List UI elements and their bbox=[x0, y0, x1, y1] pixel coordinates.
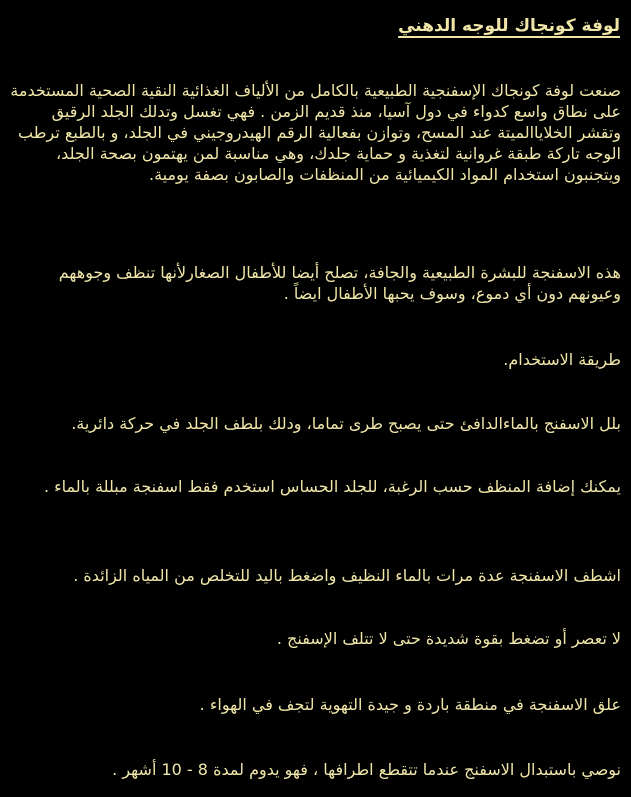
step-add-cleanser: يمكنك إضافة المنظف حسب الرغبة، للجلد الحساس استخدم فقط اسفنجة مبللة بالماء . bbox=[43, 477, 621, 496]
suitability-paragraph: هذه الاسفنجة للبشرة الطبيعية والجافة، تصلح أيضا للأطفال الصغارلأنها تنظف وجوههم وعيونهم دون أي دموع، وسوف يحبها الأطفال ايضاً . bbox=[58, 263, 621, 303]
usage-heading: طريقة الاستخدام. bbox=[503, 350, 621, 369]
step-replace: نوصي باستبدال الاسفنج عندما تتقطع اطرافها ، فهو يدوم لمدة 8 - 10 أشهر . bbox=[112, 760, 621, 779]
document-title: لوفة كونجاك للوجه الدهني bbox=[398, 16, 620, 36]
step-do-not-wring: لا تعصر أو تضغط بقوة شديدة حتى لا تتلف الإسفنج . bbox=[276, 629, 621, 648]
step-rinse: اشطف الاسفنجة عدة مرات بالماء النظيف واضغط باليد للتخلص من المياه الزائدة . bbox=[73, 566, 621, 585]
step-wet-sponge: بلل الاسفنج بالماءالدافئ حتى يصبح طرى تماما، ودلك بلطف الجلد في حركة دائرية. bbox=[71, 414, 621, 433]
step-hang-dry: علق الاسفنجة في منطقة باردة و جيدة التهوية لتجف في الهواء . bbox=[199, 695, 621, 714]
intro-paragraph: صنعت لوفة كونجاك الإسفنجية الطبيعية بالكامل من الألياف الغذائية النقية الصحية المستخدمة على نطاق واسع كدواء في دول آسيا، منذ قديم الزمن . فهي تغسل وتدلك الجلد الرقيق وتقشر الخلاياالميتة عند المسح، وتوازن بفعالية الرقم الهيدروجيني في الجلد، و بالطبع ترطب الوجه تاركة طبقة غروانية لتغذية و حماية جلدك، وهي مناسبة لمن يهتمون بصحة الجلد، ويتجنبون استخدام المواد الكيميائية من المنظفات والصابون بصفة يومية. bbox=[10, 81, 621, 184]
